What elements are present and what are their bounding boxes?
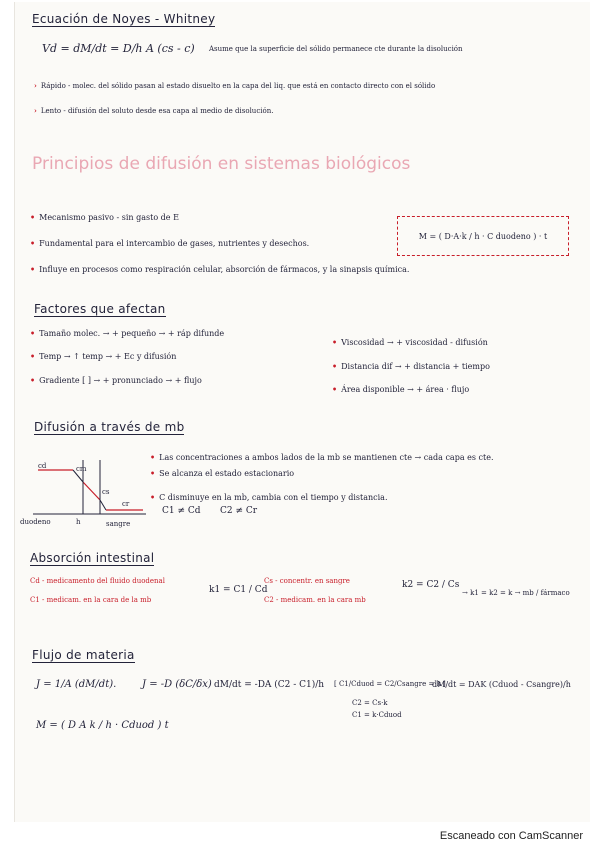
factor-left-2: • Temp → ↑ temp → + Ec y difusión [30, 351, 177, 361]
label-sangre: sangre [106, 520, 131, 528]
principios-bullet-1-text: Mecanismo pasivo - sin gasto de E [39, 213, 179, 222]
membrana-bullet-3: • C disminuye en la mb, cambia con el tiempo y distancia. [150, 492, 388, 502]
factor-right-2-text: Distancia dif → + distancia + tiempo [341, 362, 490, 371]
scanner-footer: Escaneado con CamScanner [439, 830, 583, 842]
factor-right-1: • Viscosidad → + viscosidad - difusión [332, 337, 488, 347]
rapido-text: Rápido - molec. del sólido pasan al estado disuelto en la capa del liq. que está en contacto directo con el sólido [40, 82, 436, 90]
factor-right-1-text: Viscosidad → + viscosidad - difusión [341, 338, 488, 347]
membrana-bullet-1-text: Las concentraciones a ambos lados de la mb se mantienen cte → cada capa es cte. [159, 453, 494, 462]
membrana-bullet-3-text: C disminuye en la mb, cambia con el tiempo y distancia. [159, 493, 388, 502]
label-h: h [76, 518, 81, 526]
flujo-f3: dM/dt = -DA (C2 - C1)/h [214, 680, 325, 690]
membrane-gradient [83, 482, 100, 500]
principios-bullet-2: • Fundamental para el intercambio de gases, nutrientes y desechos. [30, 238, 310, 248]
flujo-title: Flujo de materia [32, 648, 135, 662]
principios-bullet-3: • Influye en procesos como respiración celular, absorción de fármacos, y la sinapsis química. [30, 264, 410, 274]
factor-left-2-text: Temp → ↑ temp → + Ec y difusión [39, 352, 177, 361]
factor-right-2: • Distancia dif → + distancia + tiempo [332, 361, 490, 371]
relation-1: C1 ≠ Cd [162, 506, 201, 516]
flujo-f2: J = -D (δC/δx) [142, 679, 212, 690]
principios-bullet-3-text: Influye en procesos como respiración celular, absorción de fármacos, y la sinapsis química. [39, 265, 410, 274]
flujo-f6: C2 = Cs·k [352, 699, 388, 707]
noyes-rapido: › Rápido - molec. del sólido pasan al estado disuelto en la capa del liq. que está en contacto directo con el sólido [34, 81, 436, 90]
absorcion-cs: Cs - concentr. en sangre [264, 577, 350, 585]
factor-left-3-text: Gradiente [ ] → + pronunciado → + flujo [39, 376, 202, 385]
lento-text: Lento - difusión del soluto desde esa capa al medio de disolución. [40, 107, 274, 115]
label-duodeno: duodeno [20, 518, 51, 526]
absorcion-k1: k1 = C1 / Cd [209, 585, 268, 595]
absorcion-cd: Cd - medicamento del fluido duodenal [30, 577, 165, 585]
absorcion-c1: C1 - medicam. en la cara de la mb [30, 596, 152, 604]
label-cs: cs [102, 488, 110, 496]
flujo-f7: C1 = k·Cduod [352, 711, 402, 719]
absorcion-k-equal: → k1 = k2 = k → mb / fármaco [462, 589, 570, 597]
principios-title: Principios de difusión en sistemas biológicos [32, 154, 411, 174]
factor-left-3: • Gradiente [ ] → + pronunciado → + flujo [30, 375, 202, 385]
membrana-bullet-2: • Se alcanza el estado estacionario [150, 468, 295, 478]
membrana-title: Difusión a través de mb [34, 420, 185, 434]
formula-box-text: M = ( D·A·k / h · C duodeno ) · t [418, 231, 548, 241]
label-cm: cm [76, 465, 87, 473]
label-cr: cr [122, 500, 130, 508]
relation-2: C2 ≠ Cr [220, 506, 258, 516]
noyes-title: Ecuación de Noyes - Whitney [32, 12, 216, 26]
factor-right-3: • Área disponible → + área · flujo [332, 384, 470, 394]
membrana-bullet-2-text: Se alcanza el estado estacionario [159, 469, 295, 478]
flujo-f5: dM/dt = DAK (Cduod - Csangre)/h [432, 680, 571, 689]
noyes-note: Asume que la superficie del sólido permanece cte durante la disolución [209, 45, 463, 53]
noyes-formula: Vd = dM/dt = D/h A (cs - c) [42, 42, 195, 55]
absorcion-c2: C2 - medicam. en la cara mb [264, 596, 366, 604]
noyes-lento: › Lento - difusión del soluto desde esa capa al medio de disolución. [34, 106, 274, 115]
factor-right-3-text: Área disponible → + área · flujo [341, 385, 470, 394]
exit-slope [100, 500, 106, 510]
factores-title: Factores que afectan [34, 302, 166, 316]
flujo-f4: [ C1/Cduod = C2/Csangre = k ] [334, 680, 446, 688]
flujo-f8: M = ( D A k / h · Cduod ) t [36, 720, 169, 731]
absorcion-k2: k2 = C2 / Cs [402, 580, 460, 590]
principios-bullet-1: • Mecanismo pasivo - sin gasto de E [30, 212, 179, 222]
formula-box [397, 216, 569, 256]
flujo-f1: J = 1/A (dM/dt). [36, 679, 117, 690]
absorcion-title: Absorción intestinal [30, 551, 155, 565]
factor-left-1: • Tamaño molec. → + pequeño → + ráp difunde [30, 328, 225, 338]
membrana-bullet-1: • Las concentraciones a ambos lados de la mb se mantienen cte → cada capa es cte. [150, 452, 494, 462]
factor-left-1-text: Tamaño molec. → + pequeño → + ráp difunde [39, 329, 225, 338]
notebook-page [14, 2, 590, 822]
label-cd: cd [38, 462, 47, 470]
principios-bullet-2-text: Fundamental para el intercambio de gases, nutrientes y desechos. [39, 239, 310, 248]
